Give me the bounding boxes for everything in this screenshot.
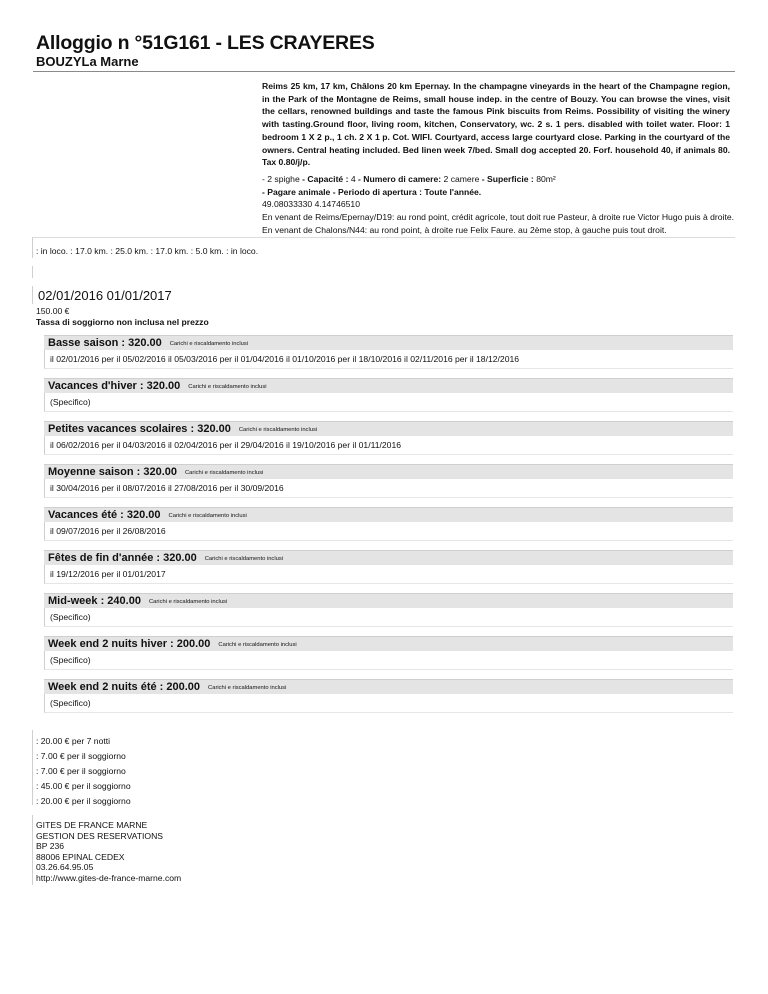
rate-price: Basse saison : 320.00 [48,337,162,349]
extra-item: : 45.00 € per il soggiorno [36,781,131,791]
rate-dates: il 30/04/2016 per il 08/07/2016 il 27/08/2016 per il 30/09/2016 [50,483,284,493]
rate-price: Petites vacances scolaires : 320.00 [48,423,231,435]
contact-phone: 03.26.64.95.05 [36,862,94,873]
rate-name [48,638,297,650]
rate-header [44,335,733,350]
rate-price: Mid-week : 240.00 [48,595,141,607]
rate-dates: il 19/12/2016 per il 01/01/2017 [50,569,166,579]
rate-dates: (Specifico) [50,655,91,665]
capacity-label: - Capacité : [299,174,349,184]
rate-name [48,466,263,478]
left-border-distances [32,237,33,258]
extra-item: : 20.00 € per il soggiorno [36,796,131,806]
surface-label: - Superficie : [481,174,534,184]
contact-dept: GESTION DES RESERVATIONS [36,830,164,841]
rate-header [44,550,733,565]
rate-dates-row [44,393,733,412]
rate-header [44,421,733,436]
details-capacity-line [262,173,734,186]
rate-block [44,507,733,543]
rate-note: Carichi e riscaldamento inclusi [169,341,249,347]
rate-name [48,595,227,607]
details-pets-line [262,186,734,199]
rate-dates-row [44,436,733,455]
rate-block [44,679,733,715]
rate-dates: il 06/02/2016 per il 04/03/2016 il 02/04/2016 per il 29/04/2016 il 19/10/2016 per il 01/11/2016 [50,440,402,450]
rate-dates-row [44,350,733,369]
surface-value: 80m² [533,174,556,184]
bedrooms-value: 2 camere [441,174,482,184]
rate-dates-row [44,608,733,627]
left-border-contact [32,815,33,885]
rate-note: Carichi e riscaldamento inclusi [185,470,264,476]
deposit-amount: 150.00 € [36,306,70,316]
rate-dates: (Specifico) [50,397,91,407]
directions-text: En venant de Reims/Epernay/D19: au rond point, crédit agricole, tout doit rue Pasteur, à droite rue Victor Hugo puis à droite. En venant de Chalons/N44: au rond point, à droite rue Felix Faure. au 2ème stop, à gauche puis tout droit. [262,212,734,235]
pets-label: - Pagare animale [262,186,331,197]
contact-org: GITES DE FRANCE MARNE [36,820,148,830]
bedrooms-label: - Numero di camere: [358,174,442,184]
rate-note: Carichi e riscaldamento inclusi [168,513,247,519]
extras-list [36,734,131,809]
rate-dates-row [44,651,733,670]
rate-price: Fêtes de fin d'année : 320.00 [48,552,197,564]
opening-period: - Periodo di apertura : Toute l'année. [330,186,482,197]
rate-dates: il 09/07/2016 per il 26/08/2016 [50,526,166,536]
rate-header [44,593,733,608]
rating-text: - 2 spighe [262,174,300,184]
rate-block [44,464,733,500]
left-border-spacer [32,266,33,278]
extra-item: : 20.00 € per 7 notti [36,736,111,746]
rate-header [44,464,733,479]
rate-block [44,421,733,457]
header-divider [33,71,735,72]
description-text: Reims 25 km, 17 km, Châlons 20 km Epernay. In the champagne vineyards in the heart of the Champagne region, in the Park of the Montagne de Reims, small house indep. in the centre of Bouzy. You can browse the vines, visit the cellars, renowned buildings and taste the famous Pink biscuits from Reims. Possibility of visiting the winery with tasting.Ground floor, living room, kitchen, Conservatory, wc. 2 s. 1 pers. disabled with toilet water. Floor: 1 bedroom 1 X 2 p., 1 ch. 2 X 1 p. Cot. WIFI. Courtyard, access large courtyard close. Parking in the courtyard of the owners. Central heating included. Bed linen week 7/bed. Small dog accepted 20. Forf. household 40, if animals 80. Tax 0.80/j/p. [262,81,730,168]
rate-price: Vacances été : 320.00 [48,509,161,521]
gps-coordinates: 49.08033330 4.14746510 [262,199,360,210]
left-border-period [32,286,33,304]
rate-note: Carichi e riscaldamento inclusi [238,427,318,433]
rate-dates-row [44,694,733,713]
contact-po-box: BP 236 [36,841,65,852]
page-title: Alloggio n °51G161 - LES CRAYERES [36,32,375,54]
contact-city: 88006 EPINAL CEDEX [36,851,125,862]
rate-dates: (Specifico) [50,698,91,708]
tax-note: Tassa di soggiorno non inclusa nel prezzo [36,316,209,327]
rate-price: Week end 2 nuits hiver : 200.00 [48,638,211,650]
rate-price: Moyenne saison : 320.00 [48,466,177,478]
rate-name [48,509,247,521]
rate-name [48,423,317,435]
rate-block [44,378,733,414]
period-dates: 02/01/2016 01/01/2017 [38,288,172,303]
rate-dates: il 02/01/2016 per il 05/02/2016 il 05/03/2016 per il 01/04/2016 il 01/10/2016 per il 18/10/2016 il 02/11/2016 per il 18/12/2016 [50,354,520,364]
rate-note: Carichi e riscaldamento inclusi [188,384,267,390]
rate-price: Week end 2 nuits été : 200.00 [48,681,201,693]
contact-website-link[interactable]: http://www.gites-de-france-marne.com [36,872,182,883]
rate-name [48,552,283,564]
location-subtitle: BOUZYLa Marne [36,54,139,69]
rate-dates: (Specifico) [50,612,91,622]
rate-dates-row [44,522,733,541]
rate-note: Carichi e riscaldamento inclusi [208,685,287,691]
distances-line: : in loco. : 17.0 km. : 25.0 km. : 17.0 km. : 5.0 km. : in loco. [36,246,259,256]
extra-item: : 7.00 € per il soggiorno [36,751,126,761]
rate-block [44,335,733,371]
rate-header [44,507,733,522]
distances-divider [33,237,735,238]
rate-block [44,550,733,586]
extra-item: : 7.00 € per il soggiorno [36,766,126,776]
rate-dates-row [44,479,733,498]
rate-dates-row [44,565,733,584]
rate-name [48,681,286,693]
property-details [262,173,734,237]
rate-header [44,679,733,694]
rate-note: Carichi e riscaldamento inclusi [218,642,297,648]
rate-note: Carichi e riscaldamento inclusi [148,599,228,605]
left-border-extras [32,730,33,805]
rate-header [44,636,733,651]
rate-block [44,593,733,629]
contact-block [36,820,181,884]
rate-name [48,380,267,392]
rate-header [44,378,733,393]
rate-note: Carichi e riscaldamento inclusi [204,556,284,562]
capacity-value: 4 [348,174,359,184]
rate-price: Vacances d'hiver : 320.00 [48,380,181,392]
rate-name [48,337,248,349]
rate-block [44,636,733,672]
deposit-block [36,306,209,327]
